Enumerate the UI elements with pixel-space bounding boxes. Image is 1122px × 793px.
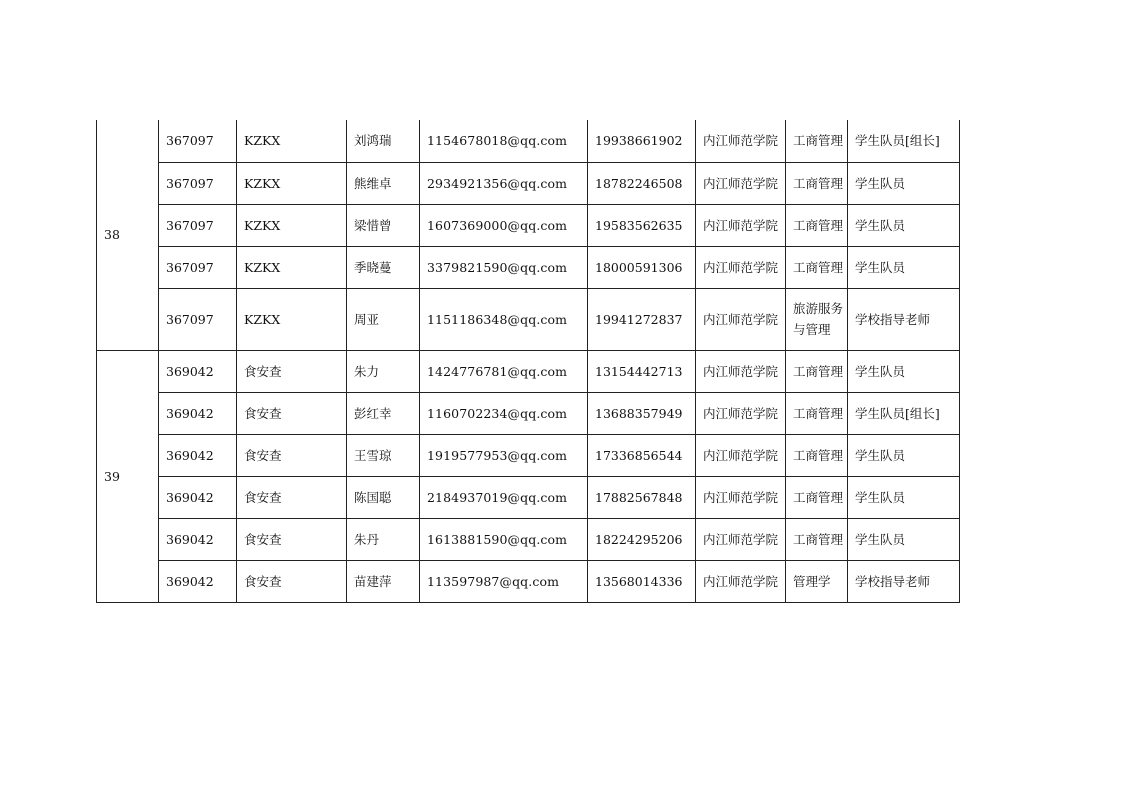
- team-id-cell: 369042: [159, 560, 237, 602]
- team-name-cell: 食安查: [237, 392, 347, 434]
- table-row: [97, 476, 960, 518]
- phone-cell: 17336856544: [588, 434, 696, 476]
- team-name-cell: KZKX: [237, 120, 347, 162]
- group-number-cell: 39: [97, 350, 159, 602]
- member-name-cell: 周亚: [347, 288, 420, 350]
- table-row: [97, 434, 960, 476]
- email-cell: 3379821590@qq.com: [420, 246, 588, 288]
- member-name-cell: 朱丹: [347, 518, 420, 560]
- team-name-cell: KZKX: [237, 162, 347, 204]
- school-cell: 内江师范学院: [696, 350, 786, 392]
- team-name-cell: 食安查: [237, 476, 347, 518]
- team-id-cell: 369042: [159, 434, 237, 476]
- school-cell: 内江师范学院: [696, 560, 786, 602]
- team-name-cell: 食安查: [237, 560, 347, 602]
- school-cell: 内江师范学院: [696, 120, 786, 162]
- table-row: [97, 204, 960, 246]
- major-cell: 工商管理: [786, 120, 848, 162]
- team-id-cell: 369042: [159, 476, 237, 518]
- team-id-cell: 369042: [159, 518, 237, 560]
- role-cell: 学校指导老师: [848, 288, 960, 350]
- phone-cell: 18782246508: [588, 162, 696, 204]
- member-name-cell: 熊维卓: [347, 162, 420, 204]
- member-name-cell: 梁惜曾: [347, 204, 420, 246]
- role-cell: 学生队员: [848, 246, 960, 288]
- email-cell: 1154678018@qq.com: [420, 120, 588, 162]
- roster-table: [96, 120, 960, 603]
- team-id-cell: 369042: [159, 350, 237, 392]
- email-cell: 1151186348@qq.com: [420, 288, 588, 350]
- major-cell: 工商管理: [786, 204, 848, 246]
- role-cell: 学校指导老师: [848, 560, 960, 602]
- member-name-cell: 彭红幸: [347, 392, 420, 434]
- school-cell: 内江师范学院: [696, 288, 786, 350]
- major-cell: 旅游服务与管理: [786, 288, 848, 350]
- major-cell: 工商管理: [786, 434, 848, 476]
- phone-cell: 13154442713: [588, 350, 696, 392]
- major-cell: 工商管理: [786, 162, 848, 204]
- major-cell: 工商管理: [786, 392, 848, 434]
- phone-cell: 18000591306: [588, 246, 696, 288]
- team-id-cell: 367097: [159, 246, 237, 288]
- team-id-cell: 367097: [159, 204, 237, 246]
- team-id-cell: 367097: [159, 162, 237, 204]
- role-cell: 学生队员: [848, 476, 960, 518]
- team-id-cell: 367097: [159, 120, 237, 162]
- table-row: [97, 350, 960, 392]
- member-name-cell: 朱力: [347, 350, 420, 392]
- school-cell: 内江师范学院: [696, 162, 786, 204]
- table-row: [97, 518, 960, 560]
- email-cell: 1613881590@qq.com: [420, 518, 588, 560]
- email-cell: 2184937019@qq.com: [420, 476, 588, 518]
- role-cell: 学生队员: [848, 518, 960, 560]
- member-name-cell: 王雪琼: [347, 434, 420, 476]
- member-name-cell: 刘鸿瑞: [347, 120, 420, 162]
- phone-cell: 17882567848: [588, 476, 696, 518]
- team-id-cell: 369042: [159, 392, 237, 434]
- role-cell: 学生队员[组长]: [848, 392, 960, 434]
- phone-cell: 13688357949: [588, 392, 696, 434]
- team-name-cell: KZKX: [237, 246, 347, 288]
- table-row: [97, 392, 960, 434]
- school-cell: 内江师范学院: [696, 204, 786, 246]
- role-cell: 学生队员[组长]: [848, 120, 960, 162]
- email-cell: 2934921356@qq.com: [420, 162, 588, 204]
- member-name-cell: 苗建萍: [347, 560, 420, 602]
- email-cell: 1607369000@qq.com: [420, 204, 588, 246]
- major-cell: 工商管理: [786, 518, 848, 560]
- school-cell: 内江师范学院: [696, 246, 786, 288]
- table-row: [97, 288, 960, 350]
- email-cell: 1919577953@qq.com: [420, 434, 588, 476]
- member-name-cell: 陈国聪: [347, 476, 420, 518]
- email-cell: 1424776781@qq.com: [420, 350, 588, 392]
- table-row: [97, 560, 960, 602]
- table-row: [97, 120, 960, 162]
- team-name-cell: 食安查: [237, 434, 347, 476]
- school-cell: 内江师范学院: [696, 518, 786, 560]
- phone-cell: 18224295206: [588, 518, 696, 560]
- roster-sheet: [96, 120, 960, 603]
- team-name-cell: 食安查: [237, 518, 347, 560]
- school-cell: 内江师范学院: [696, 392, 786, 434]
- phone-cell: 19938661902: [588, 120, 696, 162]
- email-cell: 113597987@qq.com: [420, 560, 588, 602]
- team-name-cell: KZKX: [237, 288, 347, 350]
- roster-body: [97, 120, 960, 602]
- role-cell: 学生队员: [848, 204, 960, 246]
- table-row: [97, 246, 960, 288]
- major-cell: 管理学: [786, 560, 848, 602]
- major-cell: 工商管理: [786, 350, 848, 392]
- role-cell: 学生队员: [848, 350, 960, 392]
- role-cell: 学生队员: [848, 434, 960, 476]
- school-cell: 内江师范学院: [696, 476, 786, 518]
- major-cell: 工商管理: [786, 246, 848, 288]
- team-name-cell: 食安查: [237, 350, 347, 392]
- table-row: [97, 162, 960, 204]
- member-name-cell: 季晓蔓: [347, 246, 420, 288]
- major-cell: 工商管理: [786, 476, 848, 518]
- team-name-cell: KZKX: [237, 204, 347, 246]
- phone-cell: 13568014336: [588, 560, 696, 602]
- email-cell: 1160702234@qq.com: [420, 392, 588, 434]
- phone-cell: 19583562635: [588, 204, 696, 246]
- group-number-cell: 38: [97, 120, 159, 350]
- phone-cell: 19941272837: [588, 288, 696, 350]
- team-id-cell: 367097: [159, 288, 237, 350]
- school-cell: 内江师范学院: [696, 434, 786, 476]
- role-cell: 学生队员: [848, 162, 960, 204]
